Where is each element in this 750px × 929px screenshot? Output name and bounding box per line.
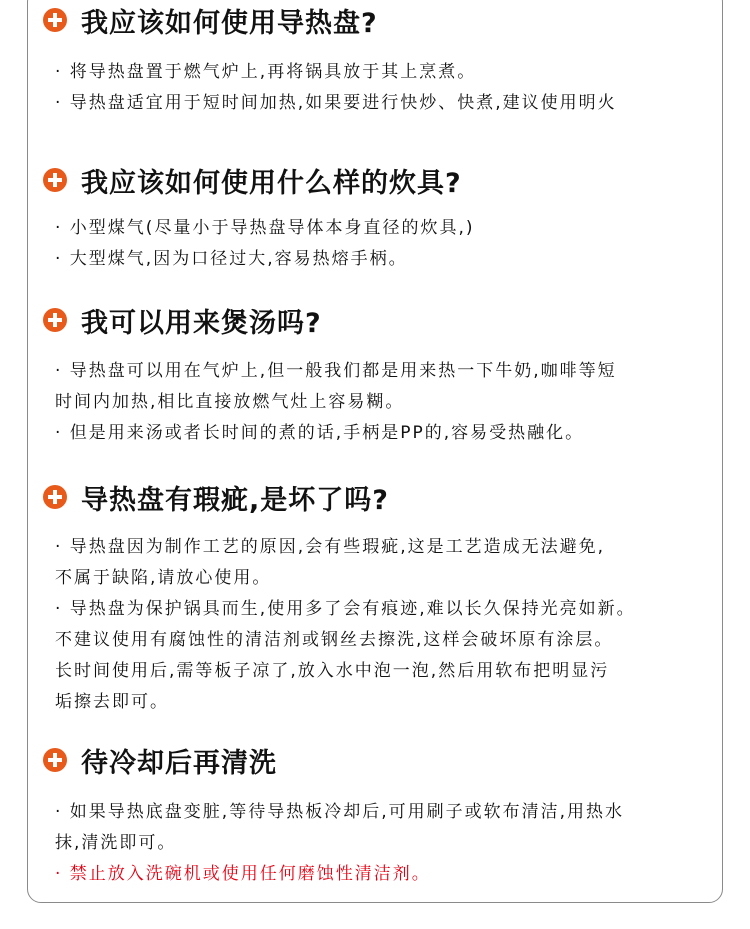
paragraph-line: 长时间使用后,需等板子凉了,放入水中泡一泡,然后用软布把明显污 [55,661,610,681]
section-flaws [43,477,733,718]
paragraph-line: 时间内加热,相比直接放燃气灶上容易糊。 [55,392,405,412]
paragraph-line: 垢擦去即可。 [55,692,169,712]
paragraph-line: · 大型煤气,因为口径过大,容易热熔手柄。 [55,249,408,269]
section-soup [43,300,733,449]
section-heading [43,160,733,200]
red-cross-icon [43,748,67,772]
section-cleaning [43,740,733,890]
paragraph-line: 不属于缺陷,请放心使用。 [55,568,272,588]
paragraph-line: · 如果导热底盘变脏,等待导热板冷却后,可用刷子或软布清洁,用热水 [55,802,625,822]
paragraph-line: 不建议使用有腐蚀性的清洁剂或钢丝去擦洗,这样会破坏原有涂层。 [55,630,614,650]
paragraph-line: · 导热盘适宜用于短时间加热,如果要进行快炒、快煮,建议使用明火 [55,93,617,113]
section-cookware [43,160,733,275]
red-cross-icon [43,168,67,192]
section-heading [43,477,733,517]
heading-text: 导热盘有瑕疵,是坏了吗? [81,484,389,516]
paragraph-line: · 导热盘可以用在气炉上,但一般我们都是用来热一下牛奶,咖啡等短 [55,361,617,381]
paragraph-line: · 将导热盘置于燃气炉上,再将锅具放于其上烹煮。 [55,62,477,82]
red-cross-icon [43,485,67,509]
heading-text: 待冷却后再清洗 [81,747,277,779]
section-heading [43,300,733,340]
red-cross-icon [43,8,67,32]
paragraph-line: · 导热盘因为制作工艺的原因,会有些瑕疵,这是工艺造成无法避免, [55,537,606,557]
paragraph-line: · 但是用来汤或者长时间的煮的话,手柄是PP的,容易受热融化。 [55,423,585,443]
paragraph-line: · 小型煤气(尽量小于导热盘导体本身直径的炊具,) [55,218,475,238]
paragraph-line: 抹,清洗即可。 [55,833,177,853]
heading-text: 我应该如何使用什么样的炊具? [81,167,462,199]
section-heading [43,0,733,40]
red-cross-icon [43,308,67,332]
section-heading [43,740,733,780]
paragraph-line: · 导热盘为保护锅具而生,使用多了会有痕迹,难以长久保持光亮如新。 [55,599,636,619]
heading-text: 我可以用来煲汤吗? [81,307,322,339]
heading-text: 我应该如何使用导热盘? [81,7,378,39]
section-usage [43,0,733,119]
warning-line: · 禁止放入洗碗机或使用任何磨蚀性清洁剂。 [55,864,431,884]
